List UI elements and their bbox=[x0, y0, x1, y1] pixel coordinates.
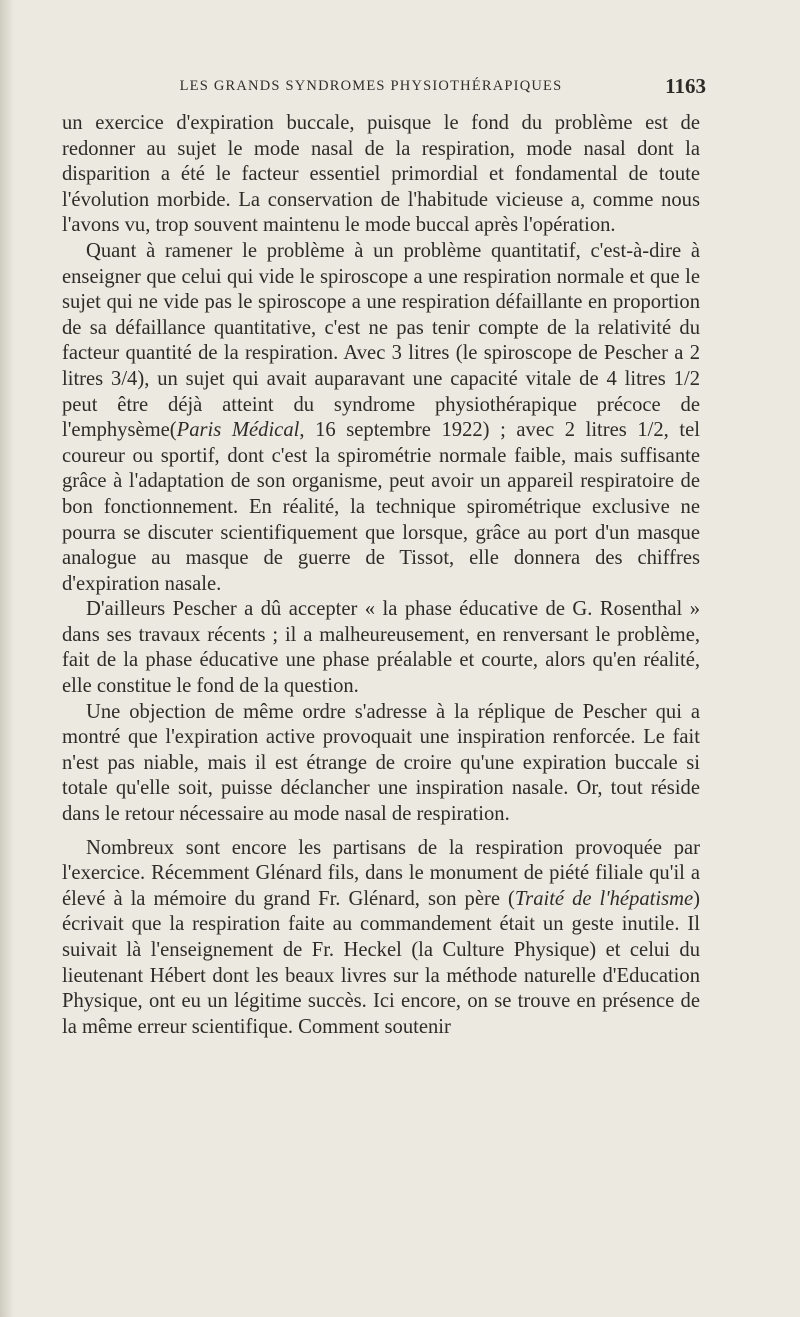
paragraph-5 bbox=[62, 836, 700, 1041]
page-header bbox=[60, 74, 706, 98]
running-title: LES GRANDS SYNDROMES PHYSIOTHÉRAPIQUES bbox=[179, 78, 563, 94]
paragraph-4: Une objection de même ordre s'adresse à la réplique de Pescher qui a montré que l'expiration active provoquait une inspiration renforcée. Le fait n'est pas niable, mais il est étrange de croire qu'une expiration buccale si totale qu'elle soit, puisse déclancher une inspiration nasale. Or, tout réside dans le retour nécessaire au mode nasal de respiration. bbox=[62, 700, 700, 826]
paragraph-5-text-start: Nombreux sont encore les partisans de la respiration provoquée par l'exercice. Récemment Glénard fils, dans le monument de piété filiale qu'il a élevé à la mémoire du grand Fr. Glénard, son père ( bbox=[62, 836, 700, 910]
journal-title: Paris Médical bbox=[176, 419, 300, 442]
paragraph-1: un exercice d'expiration buccale, puisque le fond du problème est de redonner au sujet le mode nasal de la respiration, mode nasal dont la disparition a été le facteur essentiel primordial et fondamental de toute l'évolution morbide. La conservation de l'habitude vicieuse a, comme nous l'avons vu, trop souvent maintenu le mode buccal après l'opération. bbox=[62, 112, 700, 237]
paragraph-5-text-end: ) écrivait que la respiration faite au commandement était un geste inutile. Il suivait là l'enseignement de Fr. Heckel (la Culture Physique) et celui du lieutenant Hébert dont les beaux livres sur la méthode naturelle d'Education Physique, ont eu un légitime succès. Ici encore, on se trouve en présence de la même erreur scientifique. Comment soutenir bbox=[62, 887, 701, 1038]
paragraph-2-text: Quant à ramener le problème à un problème quantitatif, c'est-à-dire à enseigner que celui qui vide le spiroscope a une respiration normale et que le sujet qui ne vide pas le spiroscope a une respiration défaillante en proportion de sa défaillance quantitative, c'est ne pas tenir compte de la relativité du facteur quantité de la respiration. Avec 3 litres (le spiroscope de Pescher a 2 litres 3/4), un sujet qui avait auparavant une capacité vitale de 4 litres 1/2 peut être déjà atteint du syndrome physiothérapique précoce de l'emphysème bbox=[62, 239, 700, 442]
body-text bbox=[62, 111, 700, 1040]
book-title: Traité de l'hépatisme bbox=[514, 887, 694, 910]
paragraph-3: D'ailleurs Pescher a dû accepter « la phase éducative de G. Rosenthal » dans ses travaux récents ; il a malheureusement, en renversant le problème, fait de la phase éducative une phase préalable et courte, alors qu'en réalité, elle constitue le fond de la question. bbox=[62, 598, 700, 698]
page-number: 1163 bbox=[665, 74, 706, 98]
paragraph-2 bbox=[62, 239, 700, 597]
paragraph-2-continuation: , 16 septembre 1922) ; avec 2 litres 1/2, tel coureur ou sportif, dont c'est la spirométrie normale faible, mais suffisante grâce à l'adaptation de son organisme, peut avoir un appareil respiratoire de bon fonctionnement. En réalité, la technique spirométrique exclusive ne pourra se discuter scientifiquement que lorsque, grâce au port d'un masque analogue au masque de guerre de Tissot, elle donnera des chiffres d'expiration nasale. bbox=[62, 419, 700, 595]
paragraph-2-citation-open: ( bbox=[169, 419, 177, 442]
